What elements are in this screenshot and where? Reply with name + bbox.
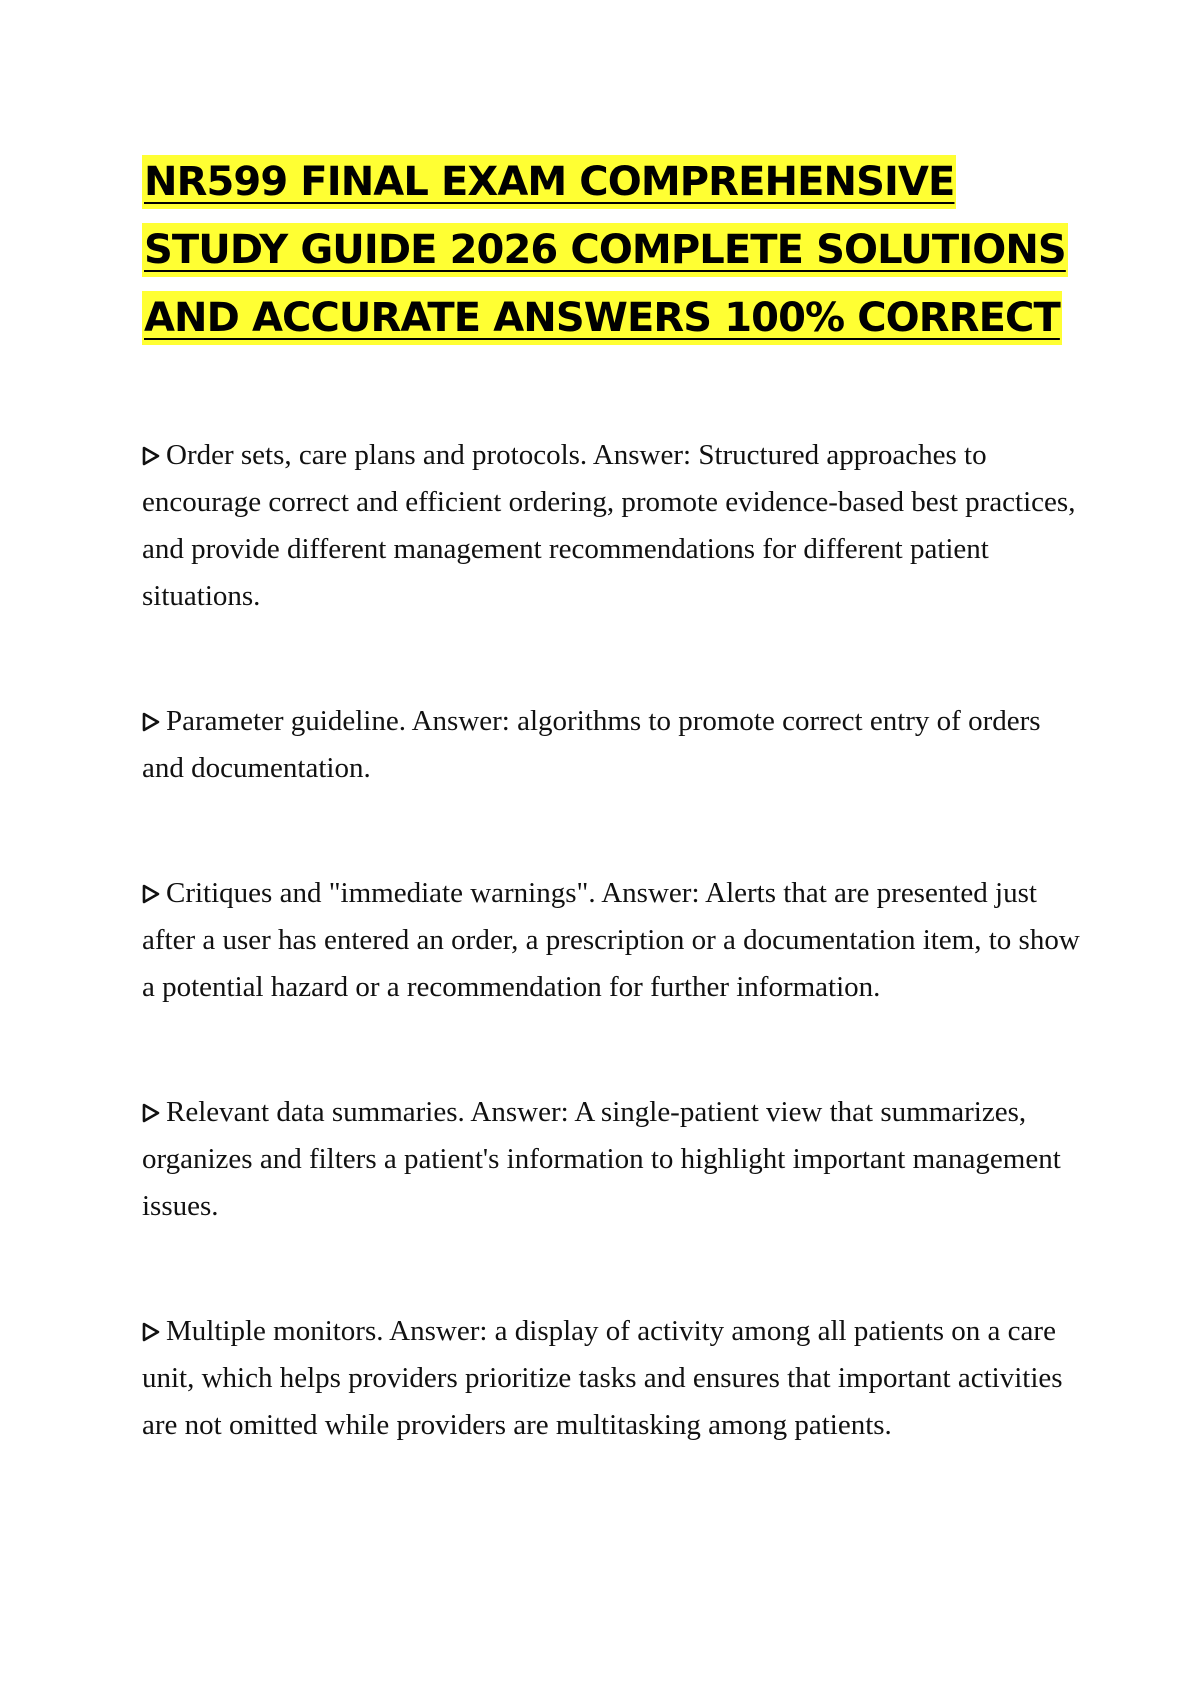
triangle-right-outline-icon — [142, 1308, 160, 1355]
title-line-1: NR599 FINAL EXAM COMPREHENSIVE — [142, 155, 956, 209]
qa-item-critiques — [142, 870, 1082, 1011]
triangle-right-outline-icon — [142, 1089, 160, 1136]
document-title — [142, 155, 1082, 359]
qa-item-parameter-guideline — [142, 698, 1082, 792]
triangle-right-outline-icon — [142, 432, 160, 479]
qa-item-text: Multiple monitors. Answer: a display of activity among all patients on a care unit, which helps providers prioritize tasks and ensures that important activities are not omitted while providers are multitasking among patients. — [142, 1315, 1063, 1441]
qa-item-multiple-monitors — [142, 1308, 1082, 1449]
qa-list — [142, 432, 1082, 1449]
qa-item-text: Relevant data summaries. Answer: A single-patient view that summarizes, organizes and filters a patient's information to highlight important management issues. — [142, 1096, 1061, 1222]
qa-item-data-summaries — [142, 1089, 1082, 1230]
title-line-3: AND ACCURATE ANSWERS 100% CORRECT — [142, 291, 1062, 345]
qa-item-text: Parameter guideline. Answer: algorithms to promote correct entry of orders and documentation. — [142, 705, 1041, 784]
qa-item-order-sets — [142, 432, 1082, 620]
triangle-right-outline-icon — [142, 870, 160, 917]
qa-item-text: Order sets, care plans and protocols. Answer: Structured approaches to encourage correct and efficient ordering, promote evidence-based best practices, and provide different management recommendations for different patient situations. — [142, 439, 1076, 612]
title-line-2: STUDY GUIDE 2026 COMPLETE SOLUTIONS — [142, 223, 1068, 277]
qa-item-text: Critiques and "immediate warnings". Answer: Alerts that are presented just after a user has entered an order, a prescription or a documentation item, to show a potential hazard or a recommendation for further information. — [142, 877, 1080, 1003]
triangle-right-outline-icon — [142, 698, 160, 745]
